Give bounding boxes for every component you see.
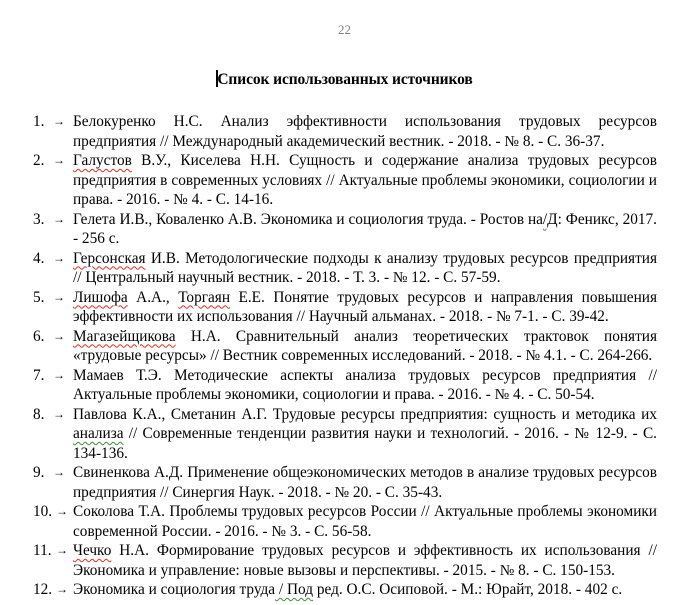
reference-text: Н.А. Формирование трудовых ресурсов и эффективность их использования // Экономика и управление: новые вызовы и перспективы. - 2015. - № 8. - С. 150-153. [73,542,657,579]
reference-item[interactable] [0,210,689,249]
page-number: 22 [338,22,351,37]
page-title[interactable] [0,70,689,89]
list-number: 4. [33,249,45,267]
reference-item[interactable] [0,502,689,541]
title-text: Список использованных источников [217,71,473,88]
reference-text: ред. О.С. Осиповой. - М.: Юрайт, 2018. - 402 с. [313,581,623,598]
reference-text: И.В. Методологические подходы к анализу трудовых ресурсов предприятия // Центральный научный вестник. - 2018. - Т. 3. - № 12. - С. 57-59. [73,249,657,286]
reference-item[interactable] [0,288,689,327]
reference-item[interactable] [0,327,689,366]
spelling-error-text: Торгаян [178,288,231,306]
tab-arrow-icon: → [53,250,65,265]
reference-text: Гелета И.В., Коваленко А.В. Экономика и социология труда. - Ростов на [73,210,543,228]
reference-item[interactable] [0,249,689,288]
tab-arrow-icon: → [53,211,65,226]
tab-arrow-icon: → [53,328,65,343]
reference-text: Соколова Т.А. Проблемы трудовых ресурсов России // Актуальные проблемы экономики современной России. - 2016. - № 3. - С. 56-58. [73,503,657,540]
reference-text: Мамаев Т.Э. Методические аспекты анализа трудовых ресурсов предприятия // Актуальные проблемы экономики, социологии и права. - 2016. - № 4. - С. 50-54. [73,366,657,403]
list-number: 12. [33,581,53,598]
reference-item[interactable] [0,405,689,464]
list-number: 8. [33,405,45,423]
spelling-error-text: Герсонская [73,249,146,267]
grammar-warning-text: анализа [73,425,124,442]
reference-item[interactable] [0,112,689,151]
list-number: 1. [33,113,45,130]
reference-text: Экономика и социология труда [73,581,276,598]
reference-text: Белокуренко Н.С. Анализ эффективности использования трудовых ресурсов предприятия // Международный академический вестник. - 2018. - № 8. - С. 36-37. [73,113,657,150]
list-number: 10. [33,503,53,520]
list-number: 2. [33,152,45,169]
tab-arrow-icon: → [53,465,65,479]
tab-arrow-icon: → [56,543,68,557]
tab-arrow-icon: → [53,406,65,421]
list-number: 6. [33,327,45,345]
tab-arrow-icon: → [53,114,65,128]
spelling-error-text: Лишофа [73,288,128,306]
tab-arrow-icon: → [53,367,65,382]
list-number: 11. [33,542,52,559]
reference-text: Павлова К.А., Сметанин А.Г. Трудовые ресурсы предприятия: сущность и методика их [73,405,657,423]
list-number: 9. [33,464,45,481]
list-number: 5. [33,288,45,306]
reference-item[interactable] [0,463,689,502]
reference-text: // Современные тенденции развития науки и технологий. - 2016. - № 12-9. - С. 134-136. [73,425,657,462]
grammar-warning-text: /Д [542,210,558,228]
reference-text: А.А., [127,288,179,306]
spelling-error-text: Чечко [73,542,112,559]
spelling-error-text: Галустов [73,152,132,169]
tab-arrow-icon: → [56,504,68,518]
reference-list [0,112,689,600]
list-number: 7. [33,366,45,384]
grammar-warning-text: / Под [275,581,314,598]
list-number: 3. [33,210,45,228]
reference-text: Свиненкова А.Д. Применение общеэкономических методов в анализе трудовых ресурсов предприятия // Синергия Наук. - 2018. - № 20. - С. 35-43. [73,464,657,501]
reference-text: : Феникс, 2017. - 256 с. [73,210,657,247]
tab-arrow-icon: → [53,289,65,304]
tab-arrow-icon: → [56,582,68,596]
reference-item[interactable] [0,541,689,580]
reference-item[interactable] [0,580,689,600]
spelling-error-text: Магазейщикова [73,327,176,345]
reference-item[interactable] [0,366,689,405]
reference-text: В.У., Киселева Н.Н. Сущность и содержание анализа трудовых ресурсов предприятия в современных условиях // Актуальные проблемы экономики, социологии и права. - 2016. - № 4. - С. 14-16. [73,152,657,208]
reference-text: Е.Е. Понятие трудовых ресурсов и направления повышения эффективности их использования // Научный альманах. - 2018. - № 7-1. - С. 39-42. [73,288,657,325]
tab-arrow-icon: → [53,153,65,167]
reference-text: Н.А. Сравнительный анализ теоретических трактовок понятия «трудовые ресурсы» // Вестник современных исследований. - 2018. - № 4.1. - С. 264-266. [73,327,657,364]
reference-item[interactable] [0,151,689,210]
